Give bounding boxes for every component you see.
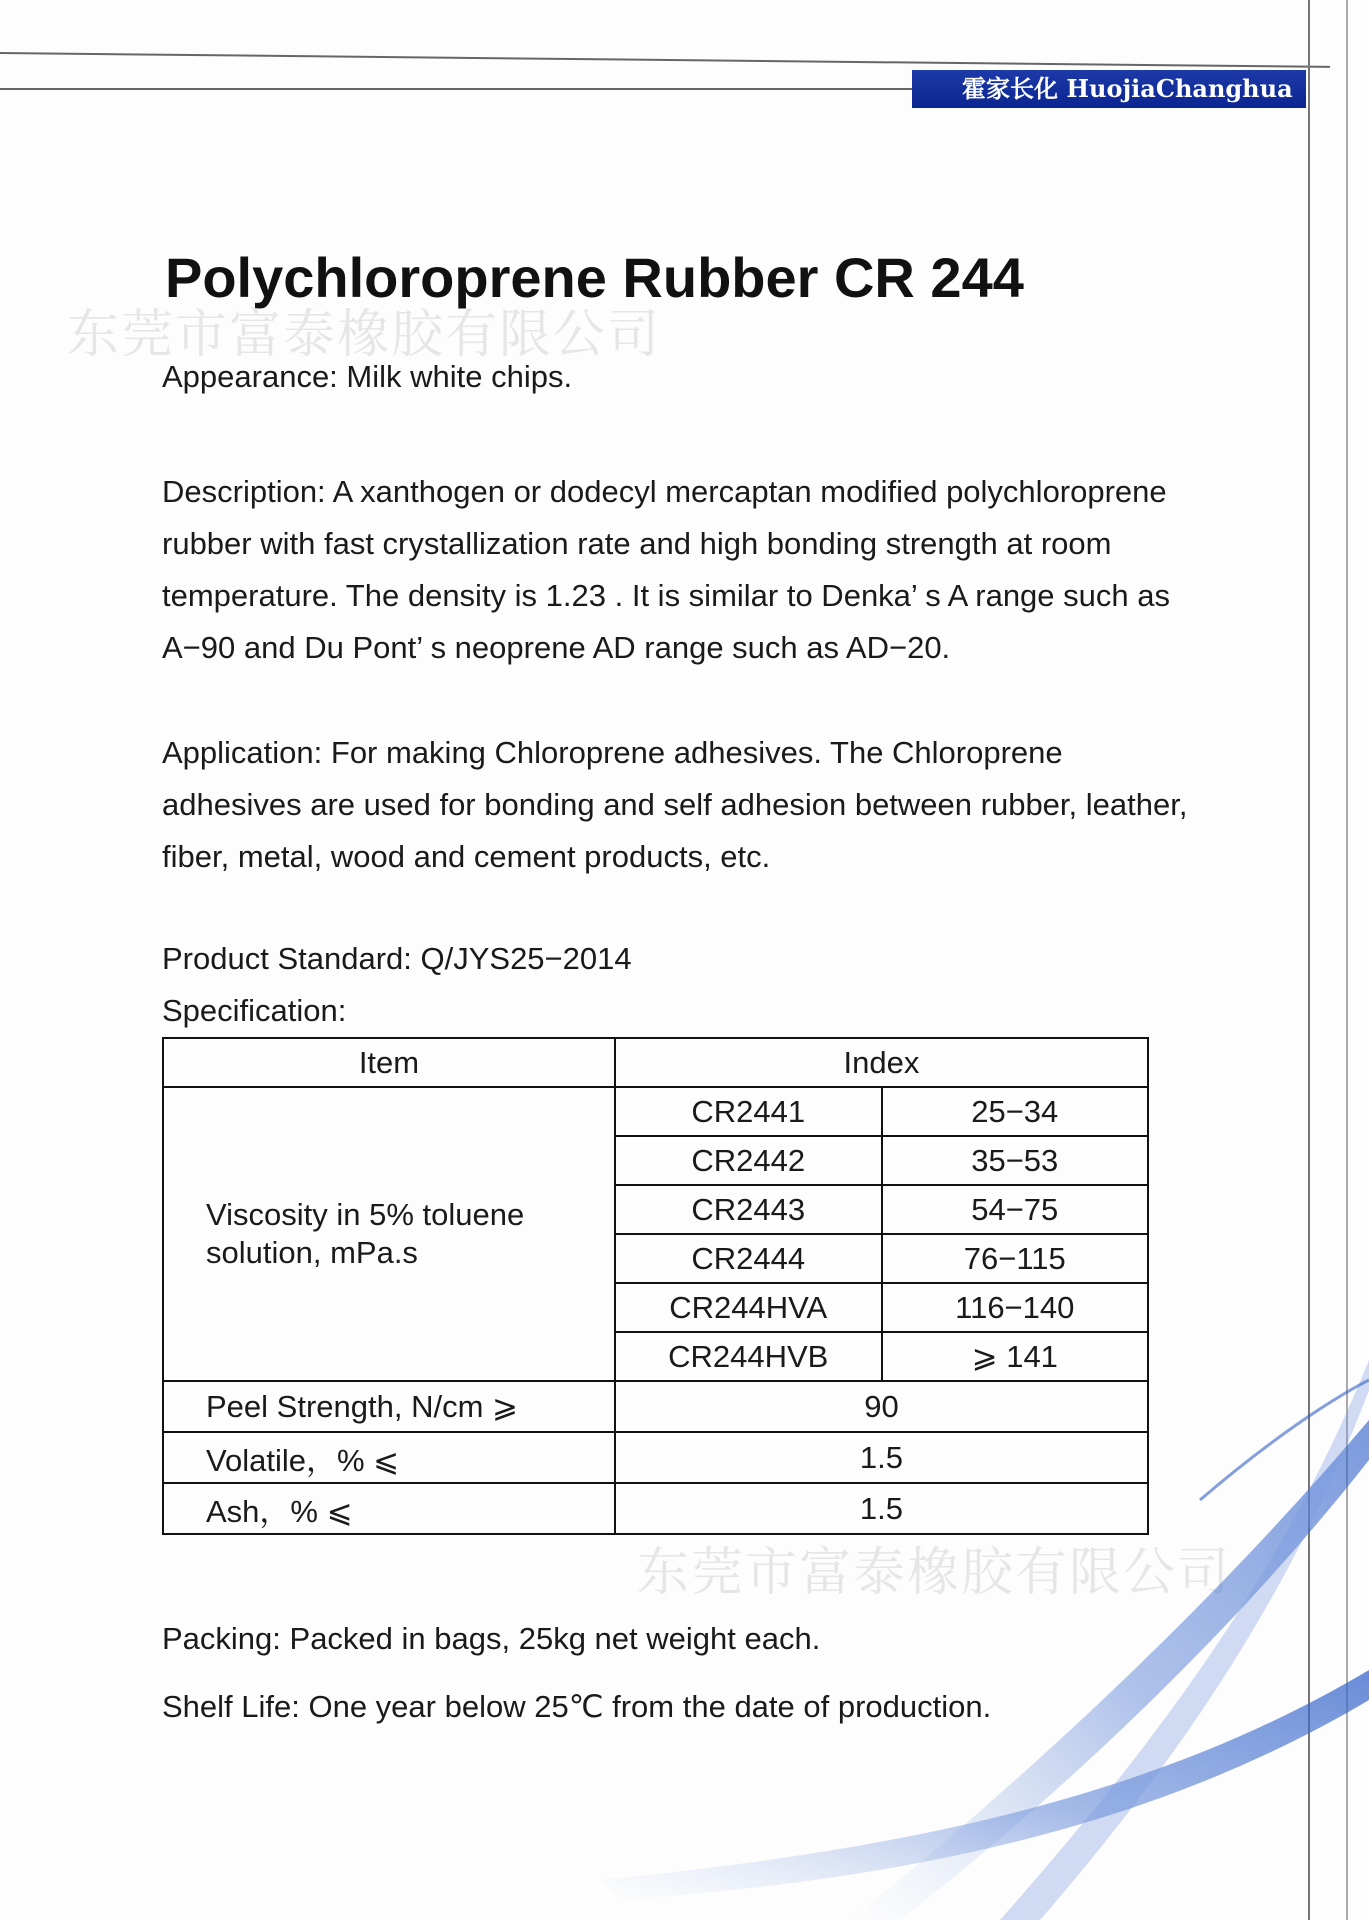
appearance-text: Appearance: Milk white chips. [162,359,573,394]
value-cell: 1.5 [615,1432,1148,1483]
value-cell: 1.5 [615,1483,1148,1534]
watermark: 东莞市富泰橡胶有限公司 [637,1544,1232,1602]
value-cell: 116−140 [882,1283,1148,1332]
item-cell: Ash，% ⩽ [163,1483,615,1534]
application-line: fiber, metal, wood and cement products, etc. [162,839,771,874]
grade-cell: CR2442 [615,1136,882,1185]
brand-banner: 霍家长化 HuojiaChanghua [912,70,1306,108]
grade-cell: CR244HVA [615,1283,882,1332]
description-line: rubber with fast crystallization rate and high bonding strength at room [162,526,1112,561]
packing-text: Packing: Packed in bags, 25kg net weight each. [162,1621,821,1656]
grade-cell: CR2444 [615,1234,882,1283]
value-cell: 35−53 [882,1136,1148,1185]
grade-cell: CR2441 [615,1087,882,1136]
item-cell: Volatile，% ⩽ [163,1432,615,1483]
application-line: Application: For making Chloroprene adhesives. The Chloroprene [162,735,1063,770]
value-cell: 25−34 [882,1087,1148,1136]
header-item: Item [163,1038,615,1087]
value-cell: 54−75 [882,1185,1148,1234]
grade-cell: CR2443 [615,1185,882,1234]
application-line: adhesives are used for bonding and self adhesion between rubber, leather, [162,787,1188,822]
description-line: A−90 and Du Pont’ s neoprene AD range such as AD−20. [162,630,951,665]
watermark: 东莞市富泰橡胶有限公司 [67,306,662,364]
viscosity-label-line: Viscosity in 5% toluene [206,1197,525,1232]
shelf-life-text: Shelf Life: One year below 25℃ from the date of production. [162,1689,992,1724]
description-line: temperature. The density is 1.23 . It is similar to Denka’ s A range such as [162,578,1170,613]
description-line: Description: A xanthogen or dodecyl mercaptan modified polychloroprene [162,474,1167,509]
viscosity-label-line: solution, mPa.s [206,1235,418,1270]
page-title: Polychloroprene Rubber CR 244 [165,246,1024,309]
value-cell: 76−115 [882,1234,1148,1283]
specification-label: Specification: [162,993,347,1028]
grade-cell: CR244HVB [615,1332,882,1381]
header-index: Index [615,1038,1148,1087]
item-cell: Peel Strength, N/cm ⩾ [163,1381,615,1432]
value-cell: ⩾ 141 [882,1332,1148,1381]
value-cell: 90 [615,1381,1148,1432]
product-standard: Product Standard: Q/JYS25−2014 [162,941,632,976]
